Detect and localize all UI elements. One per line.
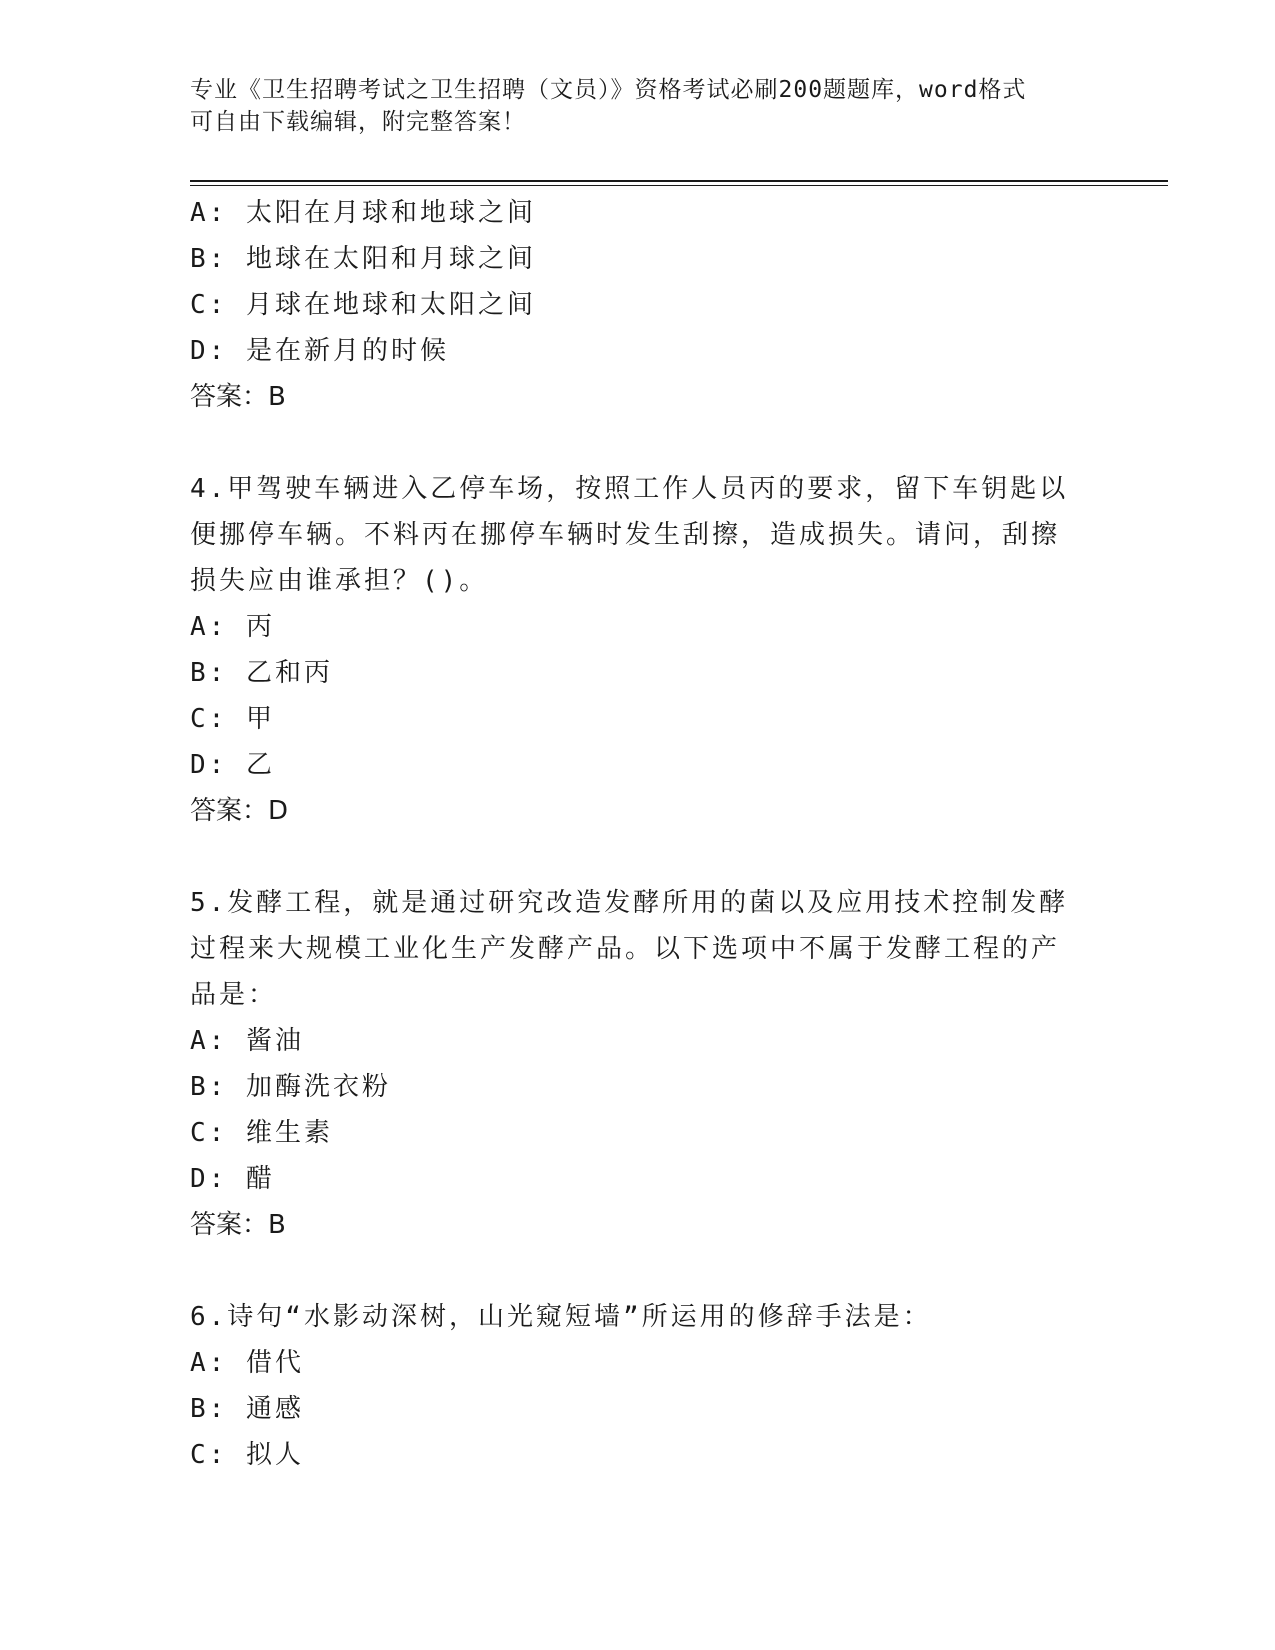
- question-6-block: [190, 1294, 1090, 1478]
- header-divider-thick: [190, 180, 1168, 182]
- option-d: D: 醋: [190, 1164, 275, 1194]
- option-a: A: 丙: [190, 612, 275, 642]
- option-b: B: 加酶洗衣粉: [190, 1072, 391, 1102]
- option-a: A: 借代: [190, 1348, 304, 1378]
- question-4-block: [190, 466, 1090, 834]
- option-c: C: 维生素: [190, 1118, 333, 1148]
- question-text-line: 品是：: [190, 980, 278, 1010]
- option-a: A: 太阳在月球和地球之间: [190, 198, 536, 228]
- question-5-block: [190, 880, 1090, 1248]
- header-line-1: 专业《卫生招聘考试之卫生招聘（文员）》资格考试必刷200题题库，word格式: [190, 77, 1027, 103]
- spacer: [190, 834, 1090, 880]
- option-b: B: 通感: [190, 1394, 304, 1424]
- question-text-line: 6.诗句“水影动深树，山光窥短墙”所运用的修辞手法是：: [190, 1302, 932, 1332]
- option-a: A: 酱油: [190, 1026, 304, 1056]
- option-b: B: 乙和丙: [190, 658, 333, 688]
- option-c: C: 甲: [190, 704, 275, 734]
- answer-line: 答案：B: [190, 1210, 286, 1240]
- option-d: D: 是在新月的时候: [190, 336, 449, 366]
- question-text-line: 5.发酵工程，就是通过研究改造发酵所用的菌以及应用技术控制发酵: [190, 888, 1069, 918]
- question-3-block: [190, 190, 1090, 420]
- question-text-line: 损失应由谁承担？()。: [190, 566, 489, 596]
- spacer: [190, 420, 1090, 466]
- option-b: B: 地球在太阳和月球之间: [190, 244, 536, 274]
- option-c: C: 拟人: [190, 1440, 304, 1470]
- answer-line: 答案：B: [190, 382, 286, 412]
- question-text-line: 4.甲驾驶车辆进入乙停车场，按照工作人员丙的要求，留下车钥匙以: [190, 474, 1069, 504]
- option-c: C: 月球在地球和太阳之间: [190, 290, 536, 320]
- header-divider-thin: [190, 185, 1168, 186]
- option-d: D: 乙: [190, 750, 275, 780]
- spacer: [190, 1248, 1090, 1294]
- answer-line: 答案：D: [190, 796, 289, 826]
- header-line-2: 可自由下载编辑，附完整答案！: [190, 109, 526, 135]
- question-content: [190, 190, 1090, 1478]
- question-text-line: 过程来大规模工业化生产发酵产品。以下选项中不属于发酵工程的产: [190, 934, 1061, 964]
- document-header: [190, 74, 1090, 138]
- question-text-line: 便挪停车辆。不料丙在挪停车辆时发生刮擦，造成损失。请问，刮擦: [190, 520, 1061, 550]
